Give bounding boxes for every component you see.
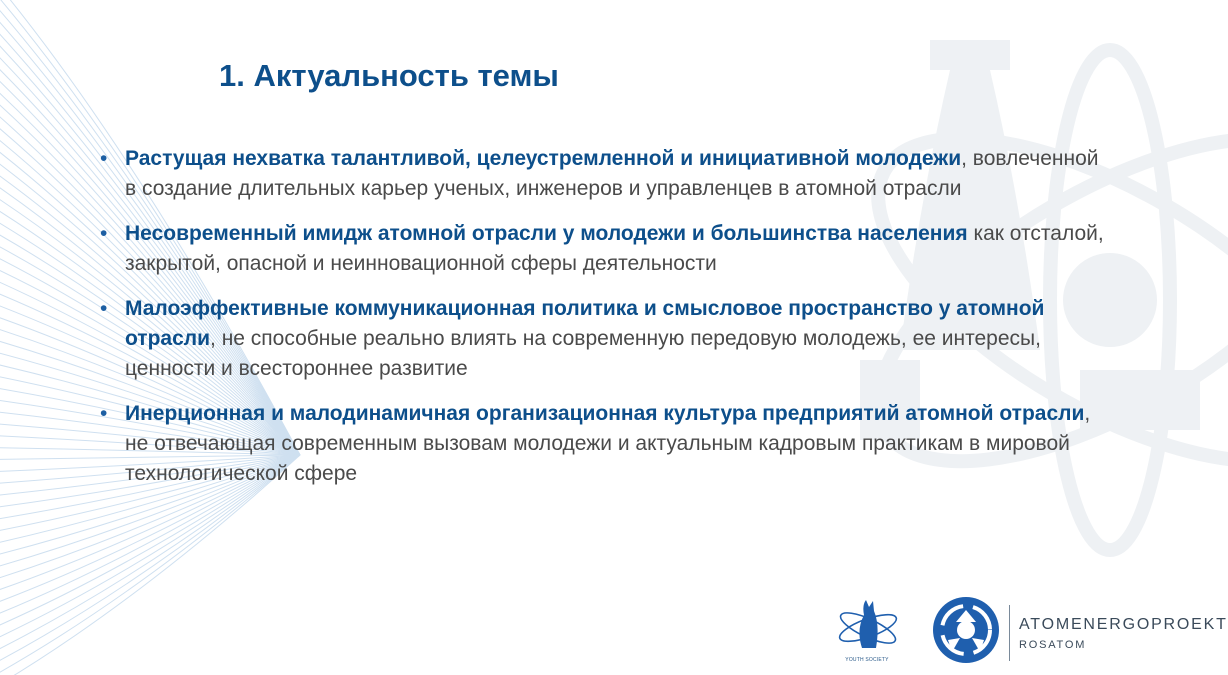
- brand-name: ATOMENERGOPROEKT: [1019, 616, 1228, 633]
- bullet-marker: •: [100, 147, 108, 170]
- bullet-text: , вовлеченной в создание длительных карьер ученых, инженеров и управленцев в атомной отрасли: [125, 147, 1099, 200]
- bullet-bold-text: Инерционная и малодинамичная организационная культура предприятий атомной отрасли: [125, 402, 1085, 425]
- logo-divider: [1009, 605, 1010, 661]
- bullet-item: [100, 294, 1110, 384]
- bullet-text: , не способные реально влиять на современную передовую молодежь, ее интересы, ценности и всестороннее развитие: [125, 327, 1041, 380]
- bullet-marker: •: [100, 402, 108, 425]
- bullet-item: [100, 399, 1110, 489]
- bullet-item: [100, 219, 1110, 279]
- bullet-text: , не отвечающая современным вызовам молодежи и актуальным кадровым практикам в мировой технологической сфере: [125, 402, 1091, 485]
- bullet-marker: •: [100, 222, 108, 245]
- brand-subtitle: ROSATOM: [1019, 639, 1087, 651]
- bullet-marker: •: [100, 297, 108, 320]
- slide-title: 1. Актуальность темы: [219, 58, 559, 93]
- bullet-bold-text: Малоэффективные коммуникационная политика и смысловое пространство у атомной отрасли: [125, 297, 1045, 350]
- youth-society-caption: YOUTH SOCIETY: [845, 657, 889, 663]
- bullet-text: как отсталой, закрытой, опасной и неинновационной сферы деятельности: [125, 222, 1104, 275]
- bullet-list: [100, 144, 1110, 504]
- bullet-bold-text: Несовременный имидж атомной отрасли у молодежи и большинства населения: [125, 222, 968, 245]
- bullet-item: [100, 144, 1110, 204]
- bullet-bold-text: Растущая нехватка талантливой, целеустремленной и инициативной молодежи: [125, 147, 962, 170]
